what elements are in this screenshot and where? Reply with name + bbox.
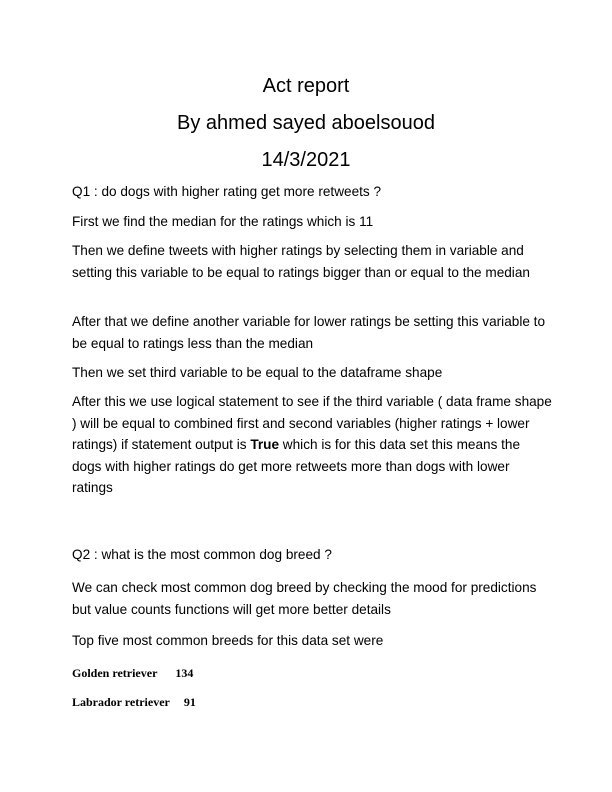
q1-paragraph-higher-ratings: Then we define tweets with higher ratings by selecting them in variable and setting this variable to be equal to ratings bigger than or equal to the median [72,243,530,280]
q1-p5-text-before: After this we use logical statement to see if the third variable ( data frame shape ) will be equal to combined first and second variables (higher ratings + lower ratings) if statement output is [72,394,552,452]
breed-count: 134 [175,666,194,680]
q1-paragraph-logical-statement [72,391,552,499]
q2-paragraph-method: We can check most common dog breed by checking the mood for predictions but value counts functions will get more better details [72,580,537,617]
breed-name: Golden retriever [72,666,158,680]
breed-row [72,666,193,680]
question-1: Q1 : do dogs with higher rating get more retweets ? [72,184,382,199]
breed-row [72,695,196,709]
report-author: By ahmed sayed aboelsouod [177,112,435,134]
q1-p5-text-after: which is for this data set this means the dogs with higher ratings do get more retweets more than dogs with lower ratings [72,437,521,495]
report-date: 14/3/2021 [261,149,351,171]
q1-paragraph-lower-ratings: After that we define another variable for lower ratings be setting this variable to be equal to ratings less than the median [72,314,546,351]
breed-name: Labrador retriever [72,695,170,709]
q1-p5-bold-true: True [250,437,280,452]
report-title: Act report [262,75,350,97]
q1-paragraph-dataframe-shape: Then we set third variable to be equal to the dataframe shape [72,365,443,380]
q2-paragraph-top-five: Top five most common breeds for this data set were [72,633,384,648]
question-2: Q2 : what is the most common dog breed ? [72,547,332,562]
breed-count: 91 [183,695,196,709]
q1-paragraph-median: First we find the median for the ratings which is 11 [72,214,374,229]
